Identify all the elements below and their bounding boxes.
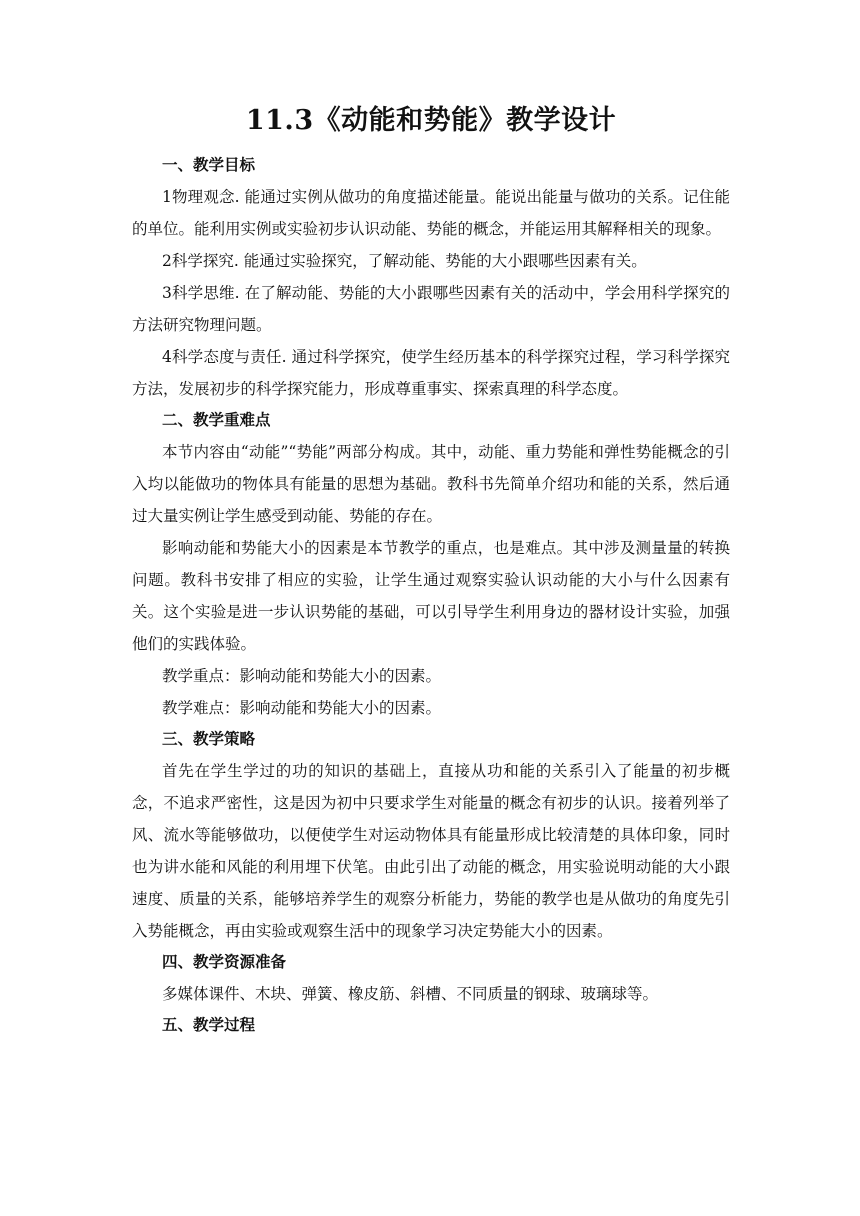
section-heading-goals: 一、教学目标 [162,156,256,174]
document-title: 11.3《动能和势能》教学设计 [245,105,617,136]
section-heading-key-points: 二、教学重难点 [162,411,271,429]
key-points-paragraph-1: 本节内容由“动能”“势能”两部分构成。其中，动能、重力势能和弹性势能概念的引入均以能做功的物体具有能量的思想为基础。教科书先简单介绍功和能的关系，然后通过大量实例让学生感受到动能、势能的存在。 [132,443,730,525]
goals-paragraph-1: 1物理观念. 能通过实例从做功的角度描述能量。能说出能量与做功的关系。记住能的单位。能利用实例或实验初步认识动能、势能的概念，并能运用其解释相关的现象。 [132,188,730,238]
key-points-difficulty: 教学难点：影响动能和势能大小的因素。 [162,699,442,717]
section-heading-resources: 四、教学资源准备 [162,953,287,971]
goals-paragraph-4: 4科学态度与责任. 通过科学探究，使学生经历基本的科学探究过程，学习科学探究方法，发展初步的科学探究能力，形成尊重事实、探索真理的科学态度。 [132,348,730,398]
section-heading-process: 五、教学过程 [162,1016,256,1034]
key-points-focus: 教学重点：影响动能和势能大小的因素。 [162,667,442,685]
resources-paragraph-1: 多媒体课件、木块、弹簧、橡皮筋、斜槽、不同质量的钢球、玻璃球等。 [162,985,659,1003]
goals-paragraph-3: 3科学思维. 在了解动能、势能的大小跟哪些因素有关的活动中，学会用科学探究的方法研究物理问题。 [132,284,730,334]
document-body [132,98,730,1041]
strategy-paragraph-1: 首先在学生学过的功的知识的基础上，直接从功和能的关系引入了能量的初步概念，不追求严密性，这是因为初中只要求学生对能量的概念有初步的认识。接着列举了风、流水等能够做功，以便使学生对运动物体具有能量形成比较清楚的具体印象，同时也为讲水能和风能的利用埋下伏笔。由此引出了动能的概念，用实验说明动能的大小跟速度、质量的关系，能够培养学生的观察分析能力，势能的教学也是从做功的角度先引入势能概念，再由实验或观察生活中的现象学习决定势能大小的因素。 [132,762,730,940]
key-points-paragraph-2: 影响动能和势能大小的因素是本节教学的重点，也是难点。其中涉及测量量的转换问题。教科书安排了相应的实验，让学生通过观察实验认识动能的大小与什么因素有关。这个实验是进一步认识势能的基础，可以引导学生利用身边的器材设计实验，加强他们的实践体验。 [132,539,730,653]
section-heading-strategy: 三、教学策略 [162,730,256,748]
goals-paragraph-2: 2科学探究. 能通过实验探究，了解动能、势能的大小跟哪些因素有关。 [162,252,647,270]
